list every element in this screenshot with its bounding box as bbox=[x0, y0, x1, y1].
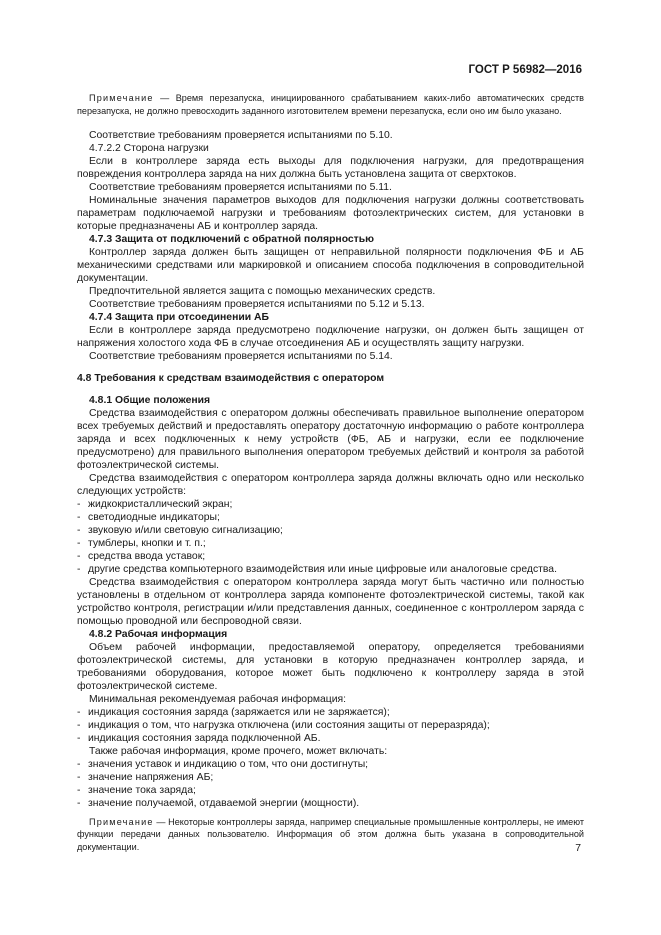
list-item-text: светодиодные индикаторы; bbox=[88, 511, 220, 523]
list-item bbox=[77, 563, 584, 576]
paragraph: Предпочтительной является защита с помощью механических средств. bbox=[89, 285, 436, 297]
paragraph: Контроллер заряда должен быть защищен от неправильной полярности подключения ФБ и АБ механическими средствами или маркировкой и описанием способа подключения в сопроводительной документации. bbox=[77, 246, 584, 284]
paragraph: Средства взаимодействия с оператором контроллера заряда могут быть частично или полностью установлены в отдельном от контроллера заряда компоненте фотоэлектрической системы, такой как устройство контроля, регистрации и/или представления данных, соединенное с контроллером заряда с помощью проводной или беспроводной связи. bbox=[77, 576, 584, 627]
list-item-text: индикация о том, что нагрузка отключена (или состояния защиты от переразряда); bbox=[88, 719, 490, 731]
paragraph: Соответствие требованиям проверяется испытаниями по 5.10. bbox=[89, 129, 393, 141]
list-item-text: другие средства компьютерного взаимодействия или иные цифровые или аналоговые средства. bbox=[88, 563, 557, 575]
list-item-text: звуковую и/или световую сигнализацию; bbox=[88, 524, 283, 536]
list-dash: - bbox=[77, 550, 81, 562]
list-item-text: значение получаемой, отдаваемой энергии (мощности). bbox=[88, 797, 360, 809]
list-item-text: значение тока заряда; bbox=[88, 784, 196, 796]
list-dash: - bbox=[77, 771, 81, 783]
note-restart bbox=[77, 92, 584, 118]
subsection-heading: 4.7.4 Защита при отсоединении АБ bbox=[89, 311, 269, 323]
note-label: Примечание bbox=[89, 93, 154, 103]
list-item bbox=[77, 758, 584, 771]
paragraph: Если в контроллере заряда есть выходы для подключения нагрузки, для предотвращения повреждения контроллера заряда на них должна быть установлена защита от сверхтоков. bbox=[77, 155, 584, 180]
list-dash: - bbox=[77, 706, 81, 718]
paragraph: Объем рабочей информации, предоставляемой оператору, определяется требованиями фотоэлектрической системы, для установки в которую предназначен контроллер заряда, и требованиями оборудования, которое может быть подключено к контроллеру заряда в этой фотоэлектрической системе. bbox=[77, 641, 584, 692]
note-text: — Некоторые контроллеры заряда, например специальные промышленные контроллеры, не имеют функции передачи данных пользователю. Информация об этом должна быть указана в сопроводительной документации. bbox=[77, 816, 584, 853]
paragraph: Также рабочая информация, кроме прочего, может включать: bbox=[89, 745, 388, 757]
subsection-heading: 4.8.2 Рабочая информация bbox=[89, 628, 228, 640]
list-item-text: значения уставок и индикацию о том, что они достигнуты; bbox=[88, 758, 369, 770]
list-dash: - bbox=[77, 732, 81, 744]
subsection-heading: 4.8.1 Общие положения bbox=[89, 394, 211, 406]
section-heading: 4.8 Требования к средствам взаимодействия с оператором bbox=[77, 372, 385, 384]
note-text: — Время перезапуска, инициированного срабатыванием каких-либо автоматических средств перезапуска, не должно превосходить заданного изготовителем времени перезапуска, если оно им было указано. bbox=[77, 93, 584, 116]
list-item bbox=[77, 550, 584, 563]
list-item-text: индикация состояния заряда подключенной АБ. bbox=[88, 732, 321, 744]
note-data-transfer bbox=[77, 816, 584, 854]
paragraph: Средства взаимодействия с оператором контроллера заряда должны включать одно или несколько следующих устройств: bbox=[77, 472, 584, 497]
body-flow bbox=[77, 129, 584, 810]
page-content bbox=[77, 92, 584, 865]
list-item-text: средства ввода уставок; bbox=[88, 550, 206, 562]
list-item bbox=[77, 797, 584, 810]
list-item bbox=[77, 732, 584, 745]
paragraph: Минимальная рекомендуемая рабочая информация: bbox=[89, 693, 347, 705]
paragraph: Соответствие требованиям проверяется испытаниями по 5.11. bbox=[89, 181, 392, 193]
paragraph: Соответствие требованиям проверяется испытаниями по 5.14. bbox=[89, 350, 393, 362]
subsection-heading: 4.7.3 Защита от подключений с обратной полярностью bbox=[89, 233, 375, 245]
page-number: 7 bbox=[575, 843, 581, 854]
list-item-text: индикация состояния заряда (заряжается или не заряжается); bbox=[88, 706, 390, 718]
list-dash: - bbox=[77, 758, 81, 770]
list-dash: - bbox=[77, 524, 81, 536]
list-dash: - bbox=[77, 563, 81, 575]
list-dash: - bbox=[77, 784, 81, 796]
paragraph: Номинальные значения параметров выходов для подключения нагрузки должны соответствовать параметрам подключаемой нагрузки и требованиям фотоэлектрических систем, для установки в которые предназначены АБ и контроллер заряда. bbox=[77, 194, 584, 232]
list-dash: - bbox=[77, 511, 81, 523]
list-dash: - bbox=[77, 537, 81, 549]
paragraph: Соответствие требованиям проверяется испытаниями по 5.12 и 5.13. bbox=[89, 298, 425, 310]
standard-header: ГОСТ Р 56982—2016 bbox=[468, 64, 582, 76]
note-label: Примечание bbox=[89, 816, 154, 827]
list-item-text: значение напряжения АБ; bbox=[88, 771, 214, 783]
list-item-text: тумблеры, кнопки и т. п.; bbox=[88, 537, 206, 549]
list-item bbox=[77, 498, 584, 511]
list-item bbox=[77, 524, 584, 537]
list-dash: - bbox=[77, 797, 81, 809]
list-item bbox=[77, 784, 584, 797]
list-item-text: жидкокристаллический экран; bbox=[88, 498, 233, 510]
list-dash: - bbox=[77, 719, 81, 731]
paragraph: Средства взаимодействия с оператором должны обеспечивать правильное выполнение оператором всех требуемых действий и предоставлять оператору достаточную информацию о работе контроллера заряда и всех подключенных к нему устройств (ФБ, АБ и нагрузки, если ее подключение предусмотрено) для правильного выполнения оператором требуемых действий и контроля за работой фотоэлектрической системы. bbox=[77, 407, 584, 471]
list-item bbox=[77, 719, 584, 732]
list-dash: - bbox=[77, 498, 81, 510]
paragraph: 4.7.2.2 Сторона нагрузки bbox=[89, 142, 209, 154]
paragraph: Если в контроллере заряда предусмотрено подключение нагрузки, он должен быть защищен от напряжения холостого хода ФБ в случае отсоединения АБ и осуществлять защиту нагрузки. bbox=[77, 324, 584, 349]
list-item bbox=[77, 771, 584, 784]
list-item bbox=[77, 537, 584, 550]
list-item bbox=[77, 706, 584, 719]
list-item bbox=[77, 511, 584, 524]
